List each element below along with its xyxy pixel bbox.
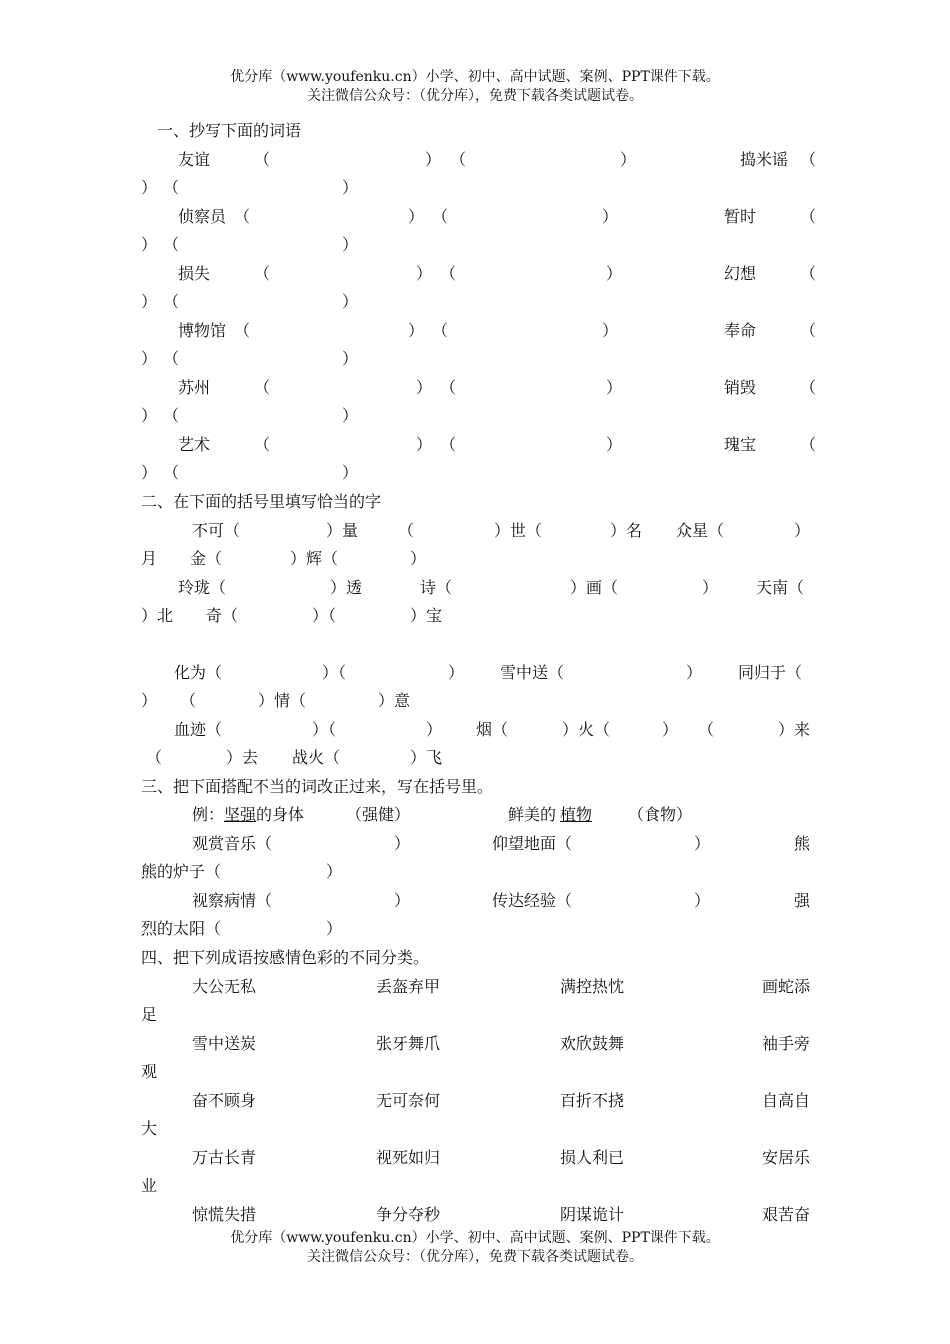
idiom: 阴谋诡计 (560, 1205, 625, 1224)
s1-word: 艺术 (178, 435, 211, 454)
s1-word: 苏州 (178, 378, 211, 397)
idiom: 画蛇添 (762, 977, 811, 996)
idiom: 视死如归 (376, 1148, 441, 1167)
s1-word: 幻想 (724, 264, 757, 283)
idiom: 袖手旁 (762, 1034, 811, 1053)
idiom: 奋不顾身 (192, 1091, 257, 1110)
section-4-title: 四、把下列成语按感情色彩的不同分类。 (141, 948, 430, 967)
section-2-title: 二、在下面的括号里填写恰当的字 (141, 492, 382, 511)
s1-word: 损失 (178, 264, 211, 283)
idiom: 满控热忱 (560, 977, 625, 996)
header-line-2: 关注微信公众号：（优分库），免费下载各类试题试卷。 (307, 88, 643, 104)
idiom: 雪中送炭 (192, 1034, 257, 1053)
idiom: 丢盔弃甲 (376, 977, 441, 996)
section-1-title: 一、抄写下面的词语 (157, 121, 302, 140)
footer-line-1: 优分库（www.youfenku.cn）小学、初中、高中试题、案例、PPT课件下载。 (230, 1230, 720, 1246)
s1-word: 销毁 (724, 378, 757, 397)
idiom: 无可奈何 (376, 1091, 441, 1110)
idiom: 欢欣鼓舞 (560, 1034, 625, 1053)
idiom: 大公无私 (192, 977, 257, 996)
s1-word: 奉命 (724, 321, 757, 340)
idiom: 艰苦奋 (762, 1205, 811, 1224)
idiom: 安居乐 (762, 1148, 811, 1167)
header-line-1: 优分库（www.youfenku.cn）小学、初中、高中试题、案例、PPT课件下载。 (230, 69, 720, 85)
footer-line-2: 关注微信公众号：（优分库），免费下载各类试题试卷。 (307, 1249, 643, 1265)
section-3-title: 三、把下面搭配不当的词改正过来，写在括号里。 (141, 777, 494, 796)
idiom: 万古长青 (192, 1148, 257, 1167)
s1-word: 博物馆 (178, 321, 227, 340)
idiom: 张牙舞爪 (376, 1034, 441, 1053)
s1-word: 暂时 (724, 207, 757, 226)
idiom: 百折不挠 (560, 1091, 625, 1110)
idiom: 争分夺秒 (376, 1205, 441, 1224)
s1-word: 瑰宝 (724, 435, 757, 454)
idiom: 自高自 (762, 1091, 811, 1110)
s1-word: 侦察员 (178, 207, 227, 226)
s1-word: 捣米谣 (740, 150, 789, 169)
example-underlined-word: 植物 (560, 805, 593, 824)
s1-word: 友谊 (178, 150, 211, 169)
idiom: 惊慌失措 (192, 1205, 257, 1224)
document-page: 优分库（www.youfenku.cn）小学、初中、高中试题、案例、PPT课件下载。 关注微信公众号：（优分库），免费下载各类试题试卷。 一、抄写下面的词语 友谊 （ ） （ ） 捣米谣 （ ） （ ） 侦察员 （ ） （ ） 暂时 （ ） （ ） 损失 （ ） （ ） 幻想 （ ） （ ） 博物馆 （ ） （ ） 奉命 （ ） （ ） 苏州 （ ） （ ） 销毁 （ ） （ ） 艺术 （ ） （ ） 瑰宝 （ ） （ ） 二、在下面的括号里填写恰当的字 不可（ ）量 （ ）世（ ）名 众星（ ） 月 金（ ）辉（ ） 玲珑（ ）透 诗（ ）画（ ） 天南（ ）北 奇（ ）（ ）宝 化为（ ）（ ） 雪中送（ ） 同归于（ ） （ ）情（ ）意 血迹（ ）（ ） 烟（ ）火（ ） （ ）来 （ ）去 战火（ ）飞 三、把下面搭配不当的词改正过来，写在括号里。 例： 坚强 的身体 （强健） 鲜美的 植物 （食物） 观赏音乐（ ） 仰望地面（ ） 熊 熊的炉子（ ） 视察病情（ ） 传达经验（ ） 强 烈的太阳（ ） 四、把下列成语按感情色彩的不同分类。 大公无私 丢盔弃甲 满控热忱 画蛇添 足 雪中送炭 张牙舞爪 欢欣鼓舞 袖手旁 观 奋不顾身 无可奈何 百折不挠 自高自 大 万古长青 视死如归 损人利已 安居乐 业 惊慌失措 争分夺秒 阴谋诡计 艰苦奋 优分库（www.youfenku.cn）小学、初中、高中试题、案例、PPT课件下载。 关注微信公众号：（优分库），免费下载各类试题试卷。 (0, 0, 950, 1344)
example-underlined-word: 坚强 (224, 805, 257, 824)
idiom: 损人利已 (560, 1148, 625, 1167)
